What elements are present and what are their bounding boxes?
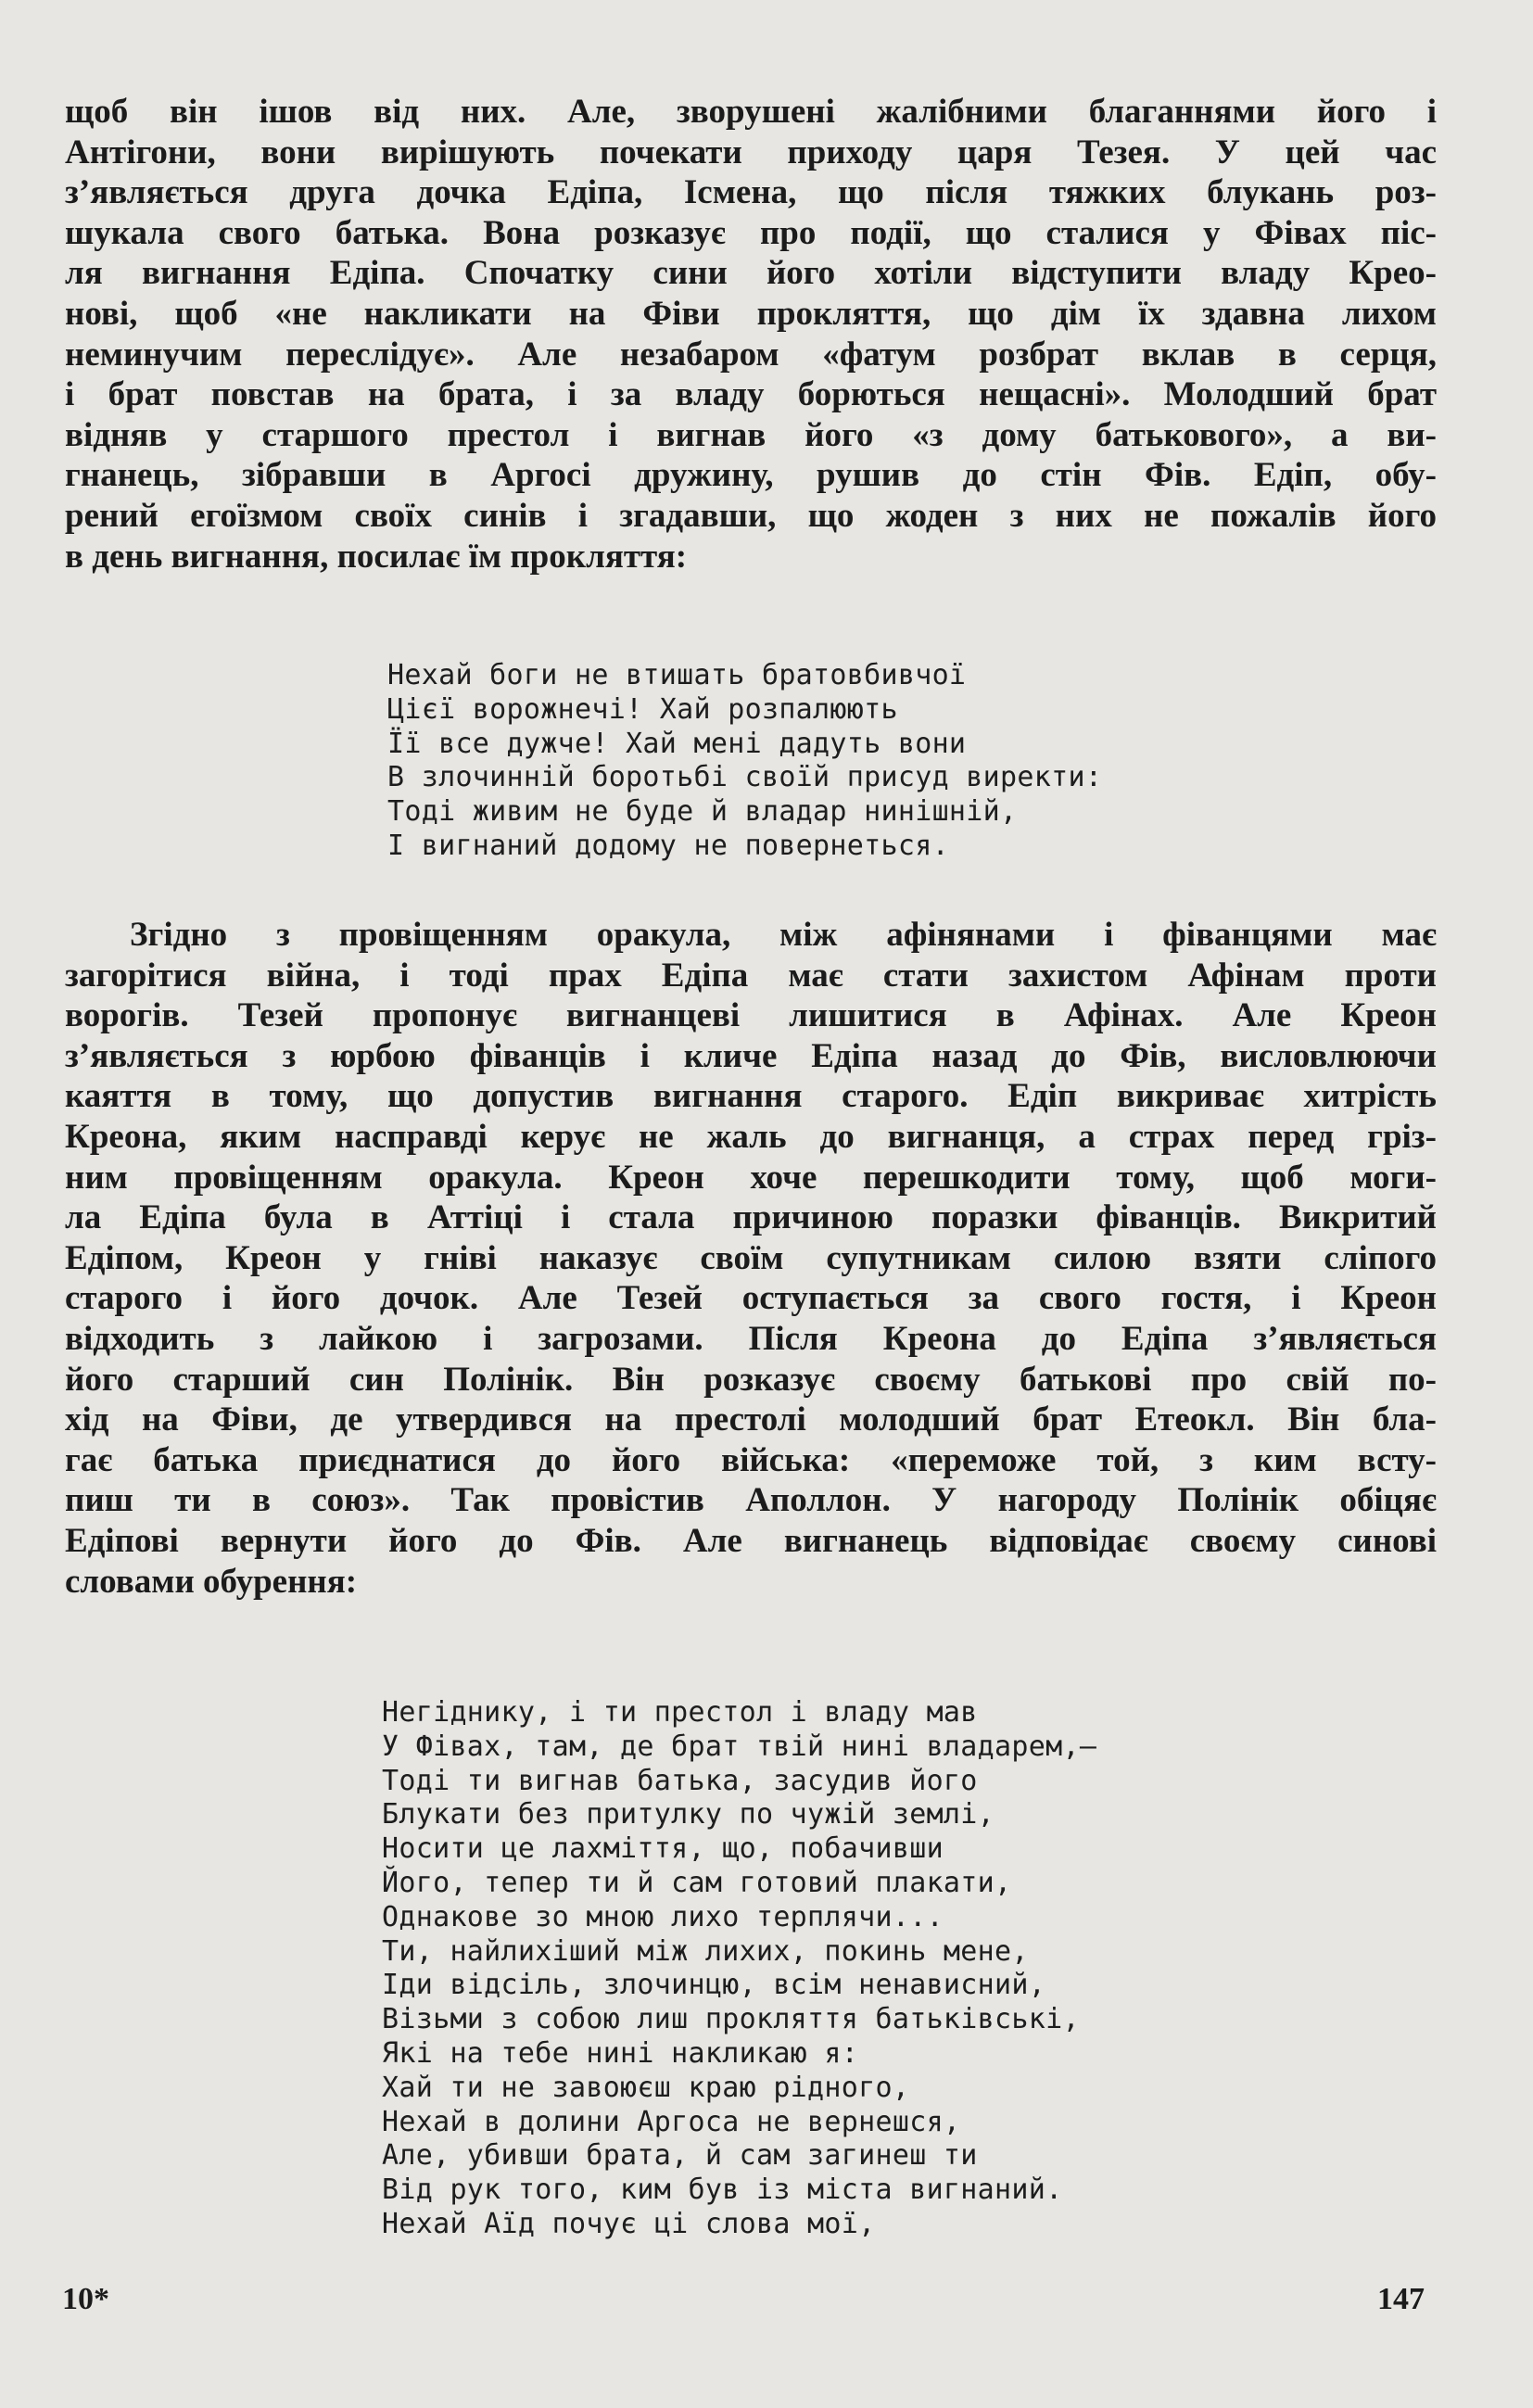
text-line: нові, щоб «не накликати на Фіви прокляття, що дім їх здавна лихом xyxy=(65,294,1437,333)
text-line: Антігони, вони вирішують почекати приходу царя Тезея. У цей час xyxy=(65,133,1437,171)
text-line: словами обурення: xyxy=(65,1562,358,1601)
text-line: і брат повстав на брата, і за владу борються нещасні». Молодший брат xyxy=(65,375,1437,414)
verse-line: Іди відсіль, злочинцю, всім ненависний, xyxy=(382,1969,1046,2002)
text-line: неминучим переслідує». Але незабаром «фатум розбрат вклав в серця, xyxy=(65,335,1437,374)
verse-line: Негіднику, і ти престол і владу мав xyxy=(382,1696,978,1729)
verse-line: Її все дужче! Хай мені дадуть вони xyxy=(387,727,967,760)
verse-line: Але, убивши брата, й сам загинеш ти xyxy=(382,2139,978,2173)
verse-line: Тоді живим не буде й владар нинішній, xyxy=(387,795,1018,829)
text-line: щоб він ішов від них. Але, зворушені жалібними благаннями його і xyxy=(65,93,1437,131)
text-line: ля вигнання Едіпа. Спочатку сини його хотіли відступити владу Крео- xyxy=(65,254,1437,293)
text-line: Едіпові вернути його до Фів. Але вигнанець відповідає своєму синові xyxy=(65,1521,1437,1560)
verse-line: Нехай в долини Аргоса не вернешся, xyxy=(382,2105,961,2138)
verse-line: Його, тепер ти й сам готовий плакати, xyxy=(382,1866,1012,1899)
verse-line: Нехай боги не втишать братовбивчої xyxy=(387,659,967,691)
text-line: Едіпом, Креон у гніві наказує своїм супутникам силою взяти сліпого xyxy=(65,1238,1437,1277)
text-line: в день вигнання, посилає їм прокляття: xyxy=(65,537,688,576)
verse-line: Від рук того, ким був із міста вигнаний. xyxy=(382,2174,1063,2207)
verse-line: Які на тебе нині накликаю я: xyxy=(382,2036,859,2070)
text-line: ворогів. Тезей пропонує вигнанцеві лишитися в Афінах. Але Креон xyxy=(65,996,1437,1035)
verse-2 xyxy=(382,1696,1096,2242)
paragraph-2 xyxy=(65,915,1437,1602)
text-line: ла Едіпа була в Аттіці і стала причиною поразки фіванців. Викритий xyxy=(65,1198,1437,1237)
verse-line: Хай ти не завоюєш краю рідного, xyxy=(382,2071,910,2104)
text-line: Згідно з провіщенням оракула, між афінянами і фіванцями має xyxy=(130,916,1437,954)
verse-line: Блукати без притулку по чужій землі, xyxy=(382,1798,995,1831)
text-line: шукала свого батька. Вона розказує про події, що сталися у Фівах піс- xyxy=(65,213,1437,252)
text-line: хід на Фіви, де утвердився на престолі молодший брат Етеокл. Він бла- xyxy=(65,1400,1437,1439)
page-number: 147 xyxy=(1377,2282,1425,2316)
text-line: гнанець, зібравши в Аргосі дружину, рушив до стін Фів. Едіп, обу- xyxy=(65,456,1437,495)
text-line: ним провіщенням оракула. Креон хоче перешкодити тому, щоб моги- xyxy=(65,1158,1437,1197)
signature-mark: 10* xyxy=(62,2282,109,2316)
verse-line: І вигнаний додому не повернеться. xyxy=(387,829,949,862)
verse-line: У Фівах, там, де брат твій нині владарем,— xyxy=(382,1730,1097,1763)
text-line: Креона, яким насправді керує не жаль до вигнанця, а страх перед гріз- xyxy=(65,1117,1437,1156)
paragraph-1 xyxy=(65,92,1437,577)
verse-1 xyxy=(387,659,1102,864)
verse-line: Однакове зо мною лихо терплячи... xyxy=(382,1900,944,1933)
verse-line: Візьми з собою лиш прокляття батьківські, xyxy=(382,2003,1080,2036)
verse-line: Ти, найлихіший між лихих, покинь мене, xyxy=(382,1934,1029,1968)
text-line: відняв у старшого престол і вигнав його «з дому батькового», а ви- xyxy=(65,415,1437,454)
verse-line: Цієї ворожнечі! Хай розпалюють xyxy=(387,692,898,726)
verse-line: Нехай Аїд почує ці слова мої, xyxy=(382,2207,876,2240)
text-line: пиш ти в союз». Так провістив Аполлон. У нагороду Полінік обіцяє xyxy=(65,1481,1437,1520)
text-line: загорітися війна, і тоді прах Едіпа має стати захистом Афінам проти xyxy=(65,956,1437,995)
text-line: з’являється друга дочка Едіпа, Ісмена, що після тяжких блукань роз- xyxy=(65,173,1437,212)
verse-line: В злочинній боротьбі своїй присуд виректи: xyxy=(387,761,1103,794)
verse-line: Носити це лахміття, що, побачивши xyxy=(382,1832,944,1866)
verse-line: Тоді ти вигнав батька, засудив його xyxy=(382,1764,978,1797)
text-line: відходить з лайкою і загрозами. Після Креона до Едіпа з’являється xyxy=(65,1319,1437,1358)
text-line: з’являється з юрбою фіванців і кличе Едіпа назад до Фів, висловлюючи xyxy=(65,1036,1437,1075)
text-line: каяття в тому, що допустив вигнання старого. Едіп викриває хитрість xyxy=(65,1077,1437,1116)
text-line: старого і його дочок. Але Тезей оступається за свого гостя, і Креон xyxy=(65,1279,1437,1318)
text-line: рений егоїзмом своїх синів і згадавши, що жоден з них не пожалів його xyxy=(65,496,1437,535)
text-line: його старший син Полінік. Він розказує своєму батькові про свій по- xyxy=(65,1360,1437,1399)
text-line: гає батька приєднатися до його війська: «переможе той, з ким всту- xyxy=(65,1440,1437,1479)
